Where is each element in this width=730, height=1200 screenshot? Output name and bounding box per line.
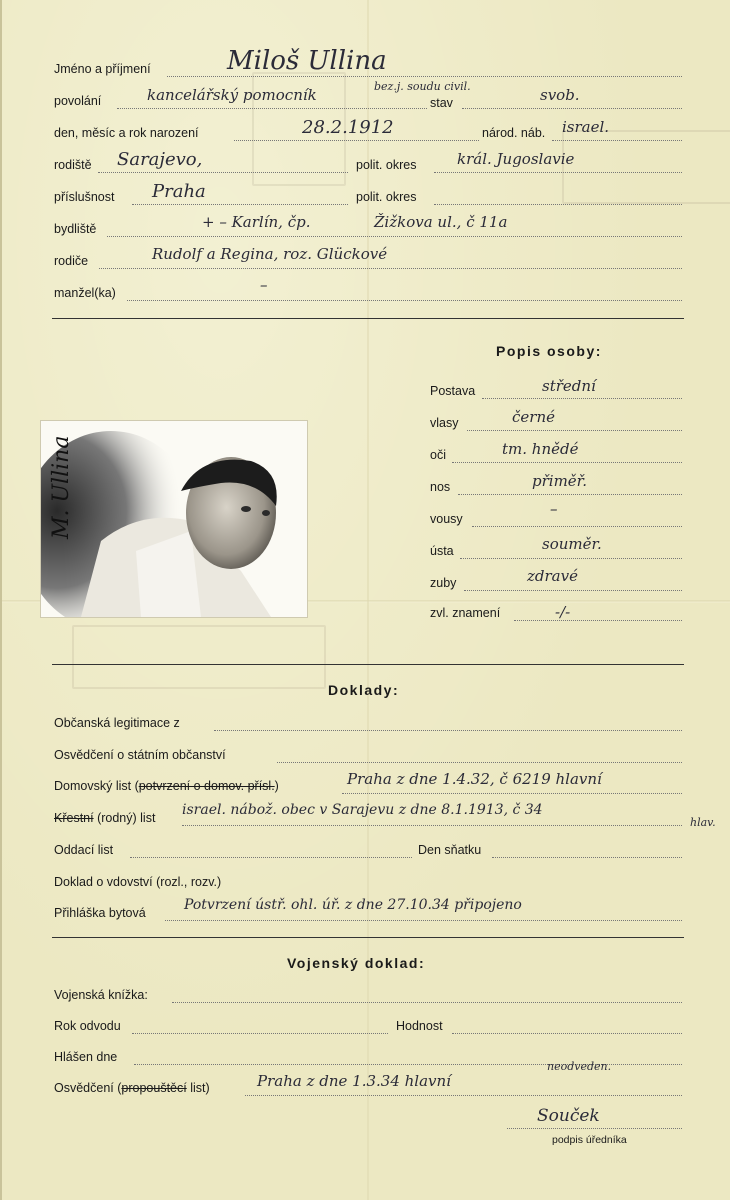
dotted-line (434, 204, 682, 205)
dotted-line (452, 462, 682, 463)
description-value: tm. hnědé (502, 440, 579, 458)
dotted-line (277, 762, 682, 763)
dotted-line (552, 140, 682, 141)
description-label: vousy (430, 512, 463, 526)
status-value: svob. (540, 86, 580, 104)
district-label: polit. okres (356, 158, 417, 172)
birthplace-label: rodiště (54, 158, 92, 172)
domicile-label: Domovský list (potvrzení o domov. přísl.) (54, 779, 279, 793)
description-value: zdravé (527, 567, 578, 585)
housing-value: Potvrzení ústř. ohl. úř. z dne 27.10.34 připojeno (184, 897, 522, 913)
parents-label: rodiče (54, 254, 89, 268)
dotted-line (434, 172, 682, 173)
dotted-line (117, 108, 427, 109)
faded-stamp (562, 130, 730, 204)
section-divider (52, 937, 684, 938)
birthdate-value: 28.2.1912 (302, 117, 394, 138)
section-divider (52, 318, 684, 319)
dotted-line (464, 590, 682, 591)
dotted-line (514, 620, 682, 621)
military-book-label: Vojenská knížka: (54, 988, 148, 1002)
military-cert-value: Praha z dne 1.3.34 hlavní (257, 1072, 451, 1090)
portrait-image (41, 421, 307, 617)
dotted-line (165, 920, 682, 921)
section-divider (52, 664, 684, 665)
military-cert-label: Osvědčení (propouštěcí list) (54, 1081, 210, 1095)
dotted-line (460, 558, 682, 559)
dotted-line (492, 857, 682, 858)
description-label: oči (430, 448, 446, 462)
description-label: Postava (430, 384, 476, 398)
signature-line (507, 1128, 682, 1129)
dotted-line (107, 236, 682, 237)
name-label: Jméno a příjmení (54, 62, 151, 76)
description-value: souměr. (542, 535, 602, 553)
birth-cert-note: hlav. (690, 816, 716, 829)
dotted-line (245, 1095, 682, 1096)
status-label: stav (430, 96, 453, 110)
spouse-label: manžel(ka) (54, 286, 116, 300)
description-label: zvl. znamení (430, 606, 501, 620)
official-signature: Souček (537, 1106, 600, 1126)
marriage-cert-label: Oddací list (54, 843, 114, 857)
citizenship-cert-label: Osvědčení o státním občanství (54, 748, 226, 762)
residence-label: bydliště (54, 222, 97, 236)
occupation-value: kancelářský pomocník (147, 86, 317, 104)
description-value: -/- (555, 603, 571, 621)
dotted-line (467, 430, 682, 431)
dotted-line (462, 108, 682, 109)
religion-label: národ. náb. (482, 126, 546, 140)
birth-cert-value: israel. nábož. obec v Sarajevu z dne 8.1.1913, č 34 (182, 802, 543, 818)
description-label: vlasy (430, 416, 459, 430)
dotted-line (458, 494, 682, 495)
dotted-line (214, 730, 682, 731)
name-value: Miloš Ullina (227, 46, 387, 76)
description-value: černé (512, 408, 555, 426)
wedding-date-label: Den sňatku (418, 843, 482, 857)
birthplace-value: Sarajevo, (117, 149, 203, 170)
dotted-line (234, 140, 479, 141)
portrait-photo (40, 420, 308, 618)
photo-signature: M. Ullina (49, 435, 74, 539)
dotted-line (167, 76, 682, 77)
description-value: – (550, 500, 558, 518)
widowhood-label: Doklad o vdovství (rozl., rozv.) (54, 875, 222, 889)
paper-fold-vertical (367, 0, 369, 1200)
documents-heading: Doklady: (328, 682, 400, 698)
dotted-line (132, 204, 348, 205)
district-value: král. Jugoslavie (457, 150, 575, 168)
dotted-line (452, 1033, 682, 1034)
residence-value-b: Žižkova ul., č 11a (374, 213, 508, 231)
dotted-line (127, 300, 682, 301)
parents-value: Rudolf a Regina, roz. Glückové (152, 245, 388, 263)
id-card-label: Občanská legitimace z (54, 716, 180, 730)
district2-label: polit. okres (356, 190, 417, 204)
domicile-value: Praha z dne 1.4.32, č 6219 hlavní (347, 770, 602, 788)
dotted-line (99, 268, 682, 269)
birth-cert-label: Křestní (rodný) list (54, 811, 156, 825)
description-value: přiměř. (532, 472, 587, 490)
military-heading: Vojenský doklad: (287, 955, 426, 971)
dotted-line (472, 526, 682, 527)
dotted-line (98, 172, 348, 173)
spouse-value: – (260, 276, 268, 294)
description-label: ústa (430, 544, 454, 558)
reported-label: Hlášen dne (54, 1050, 118, 1064)
occupation-note: bez.j. soudu civil. (374, 80, 471, 93)
rank-label: Hodnost (396, 1019, 443, 1033)
religion-value: israel. (562, 118, 610, 136)
citizenship-value: Praha (152, 181, 206, 202)
dotted-line (172, 1002, 682, 1003)
citizenship-label: příslušnost (54, 190, 115, 204)
dotted-line (342, 793, 682, 794)
birthdate-label: den, měsíc a rok narození (54, 126, 199, 140)
draft-year-label: Rok odvodu (54, 1019, 121, 1033)
signature-label: podpis úředníka (552, 1134, 627, 1146)
description-label: zuby (430, 576, 457, 590)
faded-stamp (72, 625, 326, 689)
occupation-label: povolání (54, 94, 102, 108)
military-cert-note: neodveden. (547, 1060, 612, 1073)
description-value: střední (542, 377, 596, 395)
description-label: nos (430, 480, 451, 494)
residence-value-a: + – Karlín, čp. (202, 213, 311, 231)
housing-label: Přihláška bytová (54, 906, 146, 920)
description-heading: Popis osoby: (496, 343, 602, 359)
dotted-line (182, 825, 682, 826)
dotted-line (130, 857, 412, 858)
dotted-line (132, 1033, 388, 1034)
dotted-line (482, 398, 682, 399)
